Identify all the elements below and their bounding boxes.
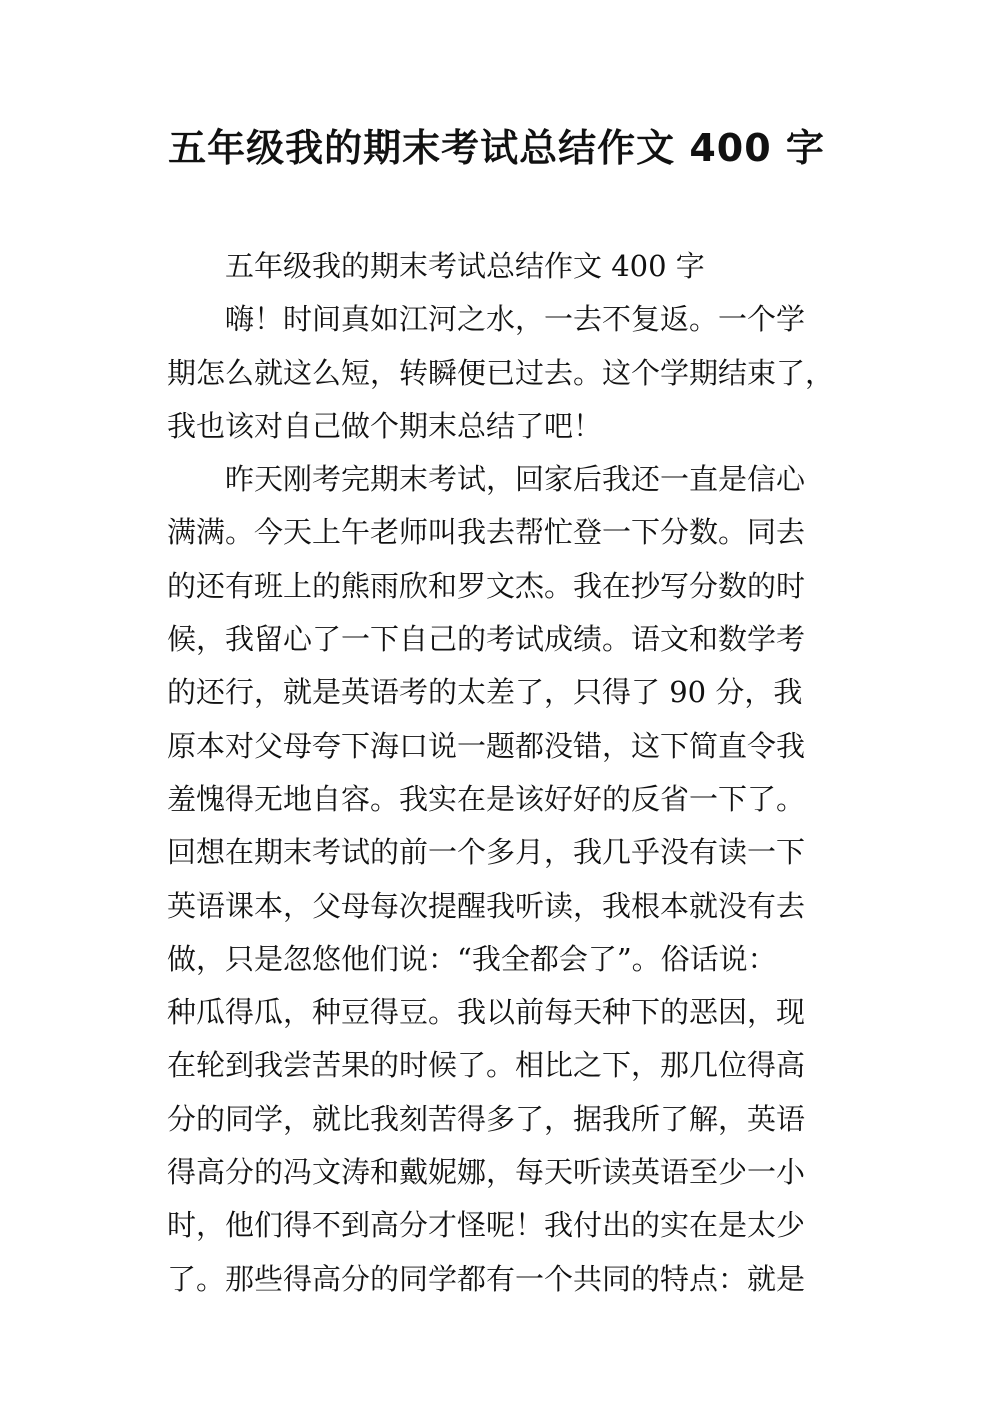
text-line: 的还有班上的熊雨欣和罗文杰。我在抄写分数的时 — [167, 568, 806, 603]
text-line: 分的同学，就比我刻苦得多了，据我所了解，英语 — [167, 1101, 806, 1136]
text-line: 昨天刚考完期末考试，回家后我还一直是信心 — [225, 462, 806, 497]
text-line: 种瓜得瓜，种豆得豆。我以前每天种下的恶因，现 — [167, 995, 806, 1030]
text-line: 得高分的冯文涛和戴妮娜，每天听读英语至少一小 — [167, 1155, 806, 1190]
text-line: 了。那些得高分的同学都有一个共同的特点：就是 — [167, 1261, 806, 1296]
text-line: 羞愧得无地自容。我实在是该好好的反省一下了。 — [167, 781, 806, 816]
document-body — [167, 240, 837, 1306]
text-line: 候，我留心了一下自己的考试成绩。语文和数学考 — [167, 622, 806, 657]
text-line: 做，只是忽悠他们说：“我全都会了”。俗话说： — [167, 941, 777, 976]
text-line: 回想在期末考试的前一个多月，我几乎没有读一下 — [167, 835, 806, 870]
text-line: 时，他们得不到高分才怪呢！我付出的实在是太少 — [167, 1208, 806, 1243]
text-line: 的还行，就是英语考的太差了，只得了 90 分，我 — [167, 675, 803, 710]
text-line: 五年级我的期末考试总结作文 400 字 — [225, 249, 705, 283]
text-line: 在轮到我尝苦果的时候了。相比之下，那几位得高 — [167, 1048, 806, 1083]
document-title: 五年级我的期末考试总结作文 400 字 — [168, 126, 825, 170]
text-line: 英语课本，父母每次提醒我听读，我根本就没有去 — [167, 888, 806, 923]
text-line: 原本对父母夸下海口说一题都没错，这下简直令我 — [167, 728, 806, 763]
text-line: 期怎么就这么短，转瞬便已过去。这个学期结束了， — [167, 355, 835, 390]
text-line: 我也该对自己做个期末总结了吧！ — [167, 408, 603, 443]
text-line: 嗨！时间真如江河之水，一去不复返。一个学 — [225, 302, 806, 337]
text-line: 满满。今天上午老师叫我去帮忙登一下分数。同去 — [167, 515, 806, 550]
